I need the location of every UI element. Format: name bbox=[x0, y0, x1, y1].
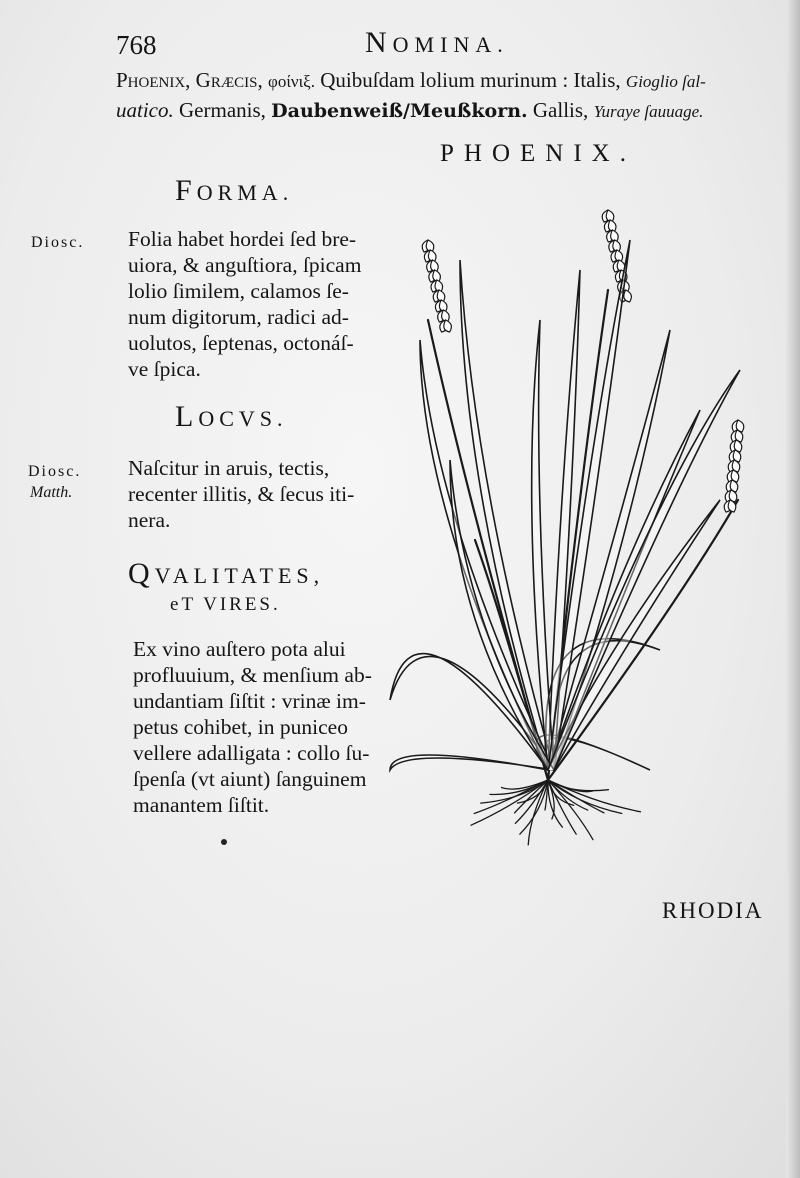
spikelet bbox=[444, 320, 452, 332]
initial-letter: N bbox=[365, 26, 393, 59]
page-number: 768 bbox=[116, 30, 157, 60]
initial-letter: L bbox=[175, 400, 199, 433]
text-line: Naſcitur in aruis, tectis, bbox=[128, 456, 330, 480]
margin-note-matth: Matth. bbox=[30, 484, 73, 501]
text-line: uolutos, ſeptenas, octonáſ- bbox=[128, 331, 354, 355]
gallis-label: Gallis, bbox=[532, 98, 589, 122]
text-line: nera. bbox=[128, 508, 171, 532]
text-line: Ex vino auſtero pota alui bbox=[133, 637, 346, 661]
names-block bbox=[116, 66, 756, 126]
initial-letter: e bbox=[170, 594, 182, 615]
catchword bbox=[662, 898, 763, 924]
italian-name: Gioglio ſal- bbox=[625, 72, 706, 91]
germanis-label: Germanis, bbox=[179, 98, 266, 122]
text-line: manantem ſiſtit. bbox=[133, 793, 270, 817]
plant-title bbox=[440, 140, 636, 168]
text-line: petus cohibet, in puniceo bbox=[133, 715, 348, 739]
names-line-1 bbox=[116, 66, 756, 96]
heading-forma bbox=[175, 174, 293, 208]
text-line: lolio ſimilem, calamos ſe- bbox=[128, 279, 349, 303]
page-gutter-shadow bbox=[786, 0, 800, 1178]
heading-qualitates bbox=[128, 557, 324, 591]
initial-letter: Q bbox=[128, 557, 155, 590]
small-caps-text: HOENIX. bbox=[463, 140, 636, 167]
ink-dot bbox=[221, 839, 227, 845]
german-name: Daubenweiß/Meußkorn. bbox=[271, 100, 528, 122]
heading-locus bbox=[175, 400, 288, 434]
paragraph-forma bbox=[128, 226, 361, 382]
text-line: recenter illitis, & ſecus iti- bbox=[128, 482, 355, 506]
text-line: undantiam ſiſtit : vrinæ im- bbox=[133, 689, 366, 713]
small-caps-text: HODIA bbox=[679, 898, 764, 923]
initial-letter: P bbox=[440, 140, 464, 167]
paragraph-qualitates bbox=[133, 636, 372, 818]
text-line: ve ſpica. bbox=[128, 357, 201, 381]
text-line: vellere adalligata : collo ſu- bbox=[133, 741, 370, 765]
running-title bbox=[365, 26, 509, 60]
small-caps-text: VALITATES, bbox=[154, 563, 325, 588]
small-caps-text: T VIRES. bbox=[181, 594, 281, 615]
woodcut-plant-illustration bbox=[380, 180, 780, 870]
italian-name-cont: uatico. bbox=[116, 98, 174, 122]
margin-note-diosc: Diosc. bbox=[31, 234, 85, 251]
subheading-vires bbox=[170, 594, 281, 616]
small-caps-text: ORMA. bbox=[196, 180, 294, 205]
spikelet bbox=[624, 290, 632, 302]
small-caps-text: OCVS. bbox=[198, 406, 288, 431]
text-line: ſpenſa (vt aiunt) ſanguinem bbox=[133, 767, 367, 791]
initial-letter: R bbox=[662, 898, 680, 923]
latin-names: Quibuſdam lolium murinum : Italis, bbox=[320, 68, 621, 92]
margin-note-diosc-2: Diosc. bbox=[28, 463, 82, 480]
text-line: Folia habet hordei ſed bre- bbox=[128, 227, 357, 251]
initial-letter: F bbox=[175, 174, 197, 207]
grass-leaf bbox=[390, 755, 554, 770]
root-strand bbox=[490, 780, 548, 794]
small-caps-text: OMINA. bbox=[392, 32, 509, 57]
text-line: num digitorum, radici ad- bbox=[128, 305, 349, 329]
greek-name: φοίνιξ. bbox=[268, 72, 316, 91]
text-line: uiora, & anguſtiora, ſpicam bbox=[128, 253, 362, 277]
text-line: profluuium, & menſium ab- bbox=[133, 663, 372, 687]
names-line-2 bbox=[116, 96, 756, 126]
names-greek-intro: Phoenix, Græcis, bbox=[116, 68, 263, 92]
french-name: Yuraye ſauuage. bbox=[593, 102, 704, 121]
paragraph-locus bbox=[128, 455, 354, 533]
